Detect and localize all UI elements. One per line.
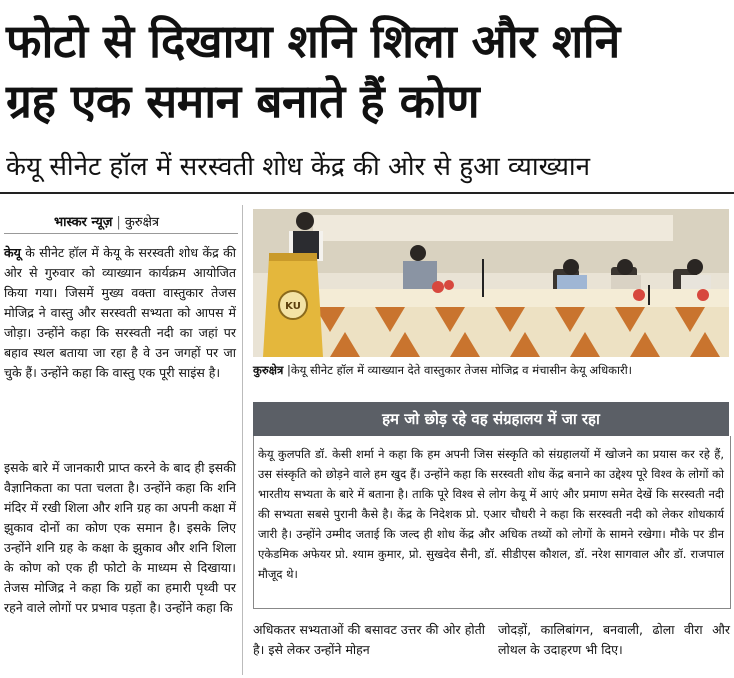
byline-place: कुरुक्षेत्र: [124, 215, 160, 230]
byline: [54, 212, 159, 230]
byline-source: भास्कर न्यूज़: [54, 215, 113, 230]
subheadline: केयू सीनेट हॉल में सरस्वती शोध केंद्र की ओर से हुआ व्याख्यान: [6, 152, 591, 182]
headline-rule: [0, 192, 734, 194]
photo-illustration: [253, 209, 729, 357]
headline-line-1: फोटो से दिखाया शनि शिला और शनि: [6, 14, 620, 68]
photo-caption: [253, 362, 729, 378]
column-divider: [242, 205, 243, 675]
sidebar-body: केयू कुलपति डॉ. केसी शर्मा ने कहा कि हम अपनी जिस संस्कृति को संग्रहालयों में खोजने का प्रयास कर रहे हैं, उस संस्कृति को छोड़ने वाले हम खुद हैं। उन्होंने कहा कि सरस्वती शोध केंद्र बनाने का उद्देश्य पूरे विश्व के लोगों को भारतीय सभ्यता के बारे में बताना है। ताकि पूरे विश्व से लोग केयू में आएं और प्रमाण समेत देखें कि सरस्वती नदी की सभ्यता सबसे पुरानी कैसे है। केंद्र के निदेशक प्रो. एआर चौधरी ने कहा कि सरस्वती नदी को लेकर शोधकार्य जारी है। उन्होंने उम्मीद जताई कि जल्द ही शोध केंद्र और अधिक तथ्यों को लोगों के सामने रखेगा। मौके पर डीन एकेडमिक अफेयर प्रो. श्याम कुमार, प्रो. सुखदेव सैनी, डॉ. सीडीएस कौशल, डॉ. नरेश सागवाल और डॉ. राजपाल मौजूद थे।: [258, 447, 724, 581]
byline-rule: [4, 233, 238, 234]
article-bottom-column-2: जोदड़ों, कालिबांगन, बनवाली, ढोला वीरा और लोथल के उदाहरण भी दिए।: [498, 622, 730, 657]
article-paragraph-2: इसके बारे में जानकारी प्राप्त करने के बाद ही इसकी वैज्ञानिकता का पता चलता है। उन्होंने कहा कि शनि मंदिर में रखी शिला और शनि ग्रह का अपनी कक्षा में झुकाव दोनों का कोण एक समान है। इसके लिए उन्होंने शनि ग्रह के कक्षा के झुकाव और शनि शिला के कोण को एक ही फोटो के माध्यम से दिखाया। तेजस मोजिद्र ने कहा कि ग्रहों का हमारी पृथ्वी पर रहने वाले लोगों पर प्रभाव पड़ता है। उन्होंने कहा कि: [4, 460, 236, 615]
article-bottom-column-1: अधिकतर सभ्यताओं की बसावट उत्तर की ओर होती है। इसे लेकर उन्होंने मोहन: [253, 622, 485, 657]
sidebar-heading: हम जो छोड़ रहे वह संग्रहालय में जा रहा: [253, 402, 729, 436]
caption-place: कुरुक्षेत्र: [253, 363, 284, 377]
headline-line-2: ग्रह एक समान बनाते हैं कोण: [6, 74, 480, 128]
news-photo: [253, 209, 729, 357]
article-paragraph-1-text: के सीनेट हॉल में केयू के सरस्वती शोध केंद्र की ओर से गुरुवार को व्याख्यान कार्यक्रम आयोजित किया गया। जिसमें मुख्य वक्ता वास्तुकार तेजस मोजिद्र ने वास्तु और सरस्वती सभ्यता को आपस में जोड़ा। उन्होंने कहा कि सरस्वती नदी का जहां पर बहाव स्थल बताया जा रहा है वे उन जगहों पर जा चुके हैं। उन्होंने कहा कि वास्तु एक पूरी साइंस है।: [4, 245, 236, 380]
caption-text: |केयू सीनेट हॉल में व्याख्यान देते वास्तुकार तेजस मोजिद्र व मंचासीन केयू अधिकारी।: [283, 363, 633, 377]
byline-separator: |: [116, 215, 121, 230]
article-lead-word: केयू: [4, 245, 21, 260]
podium-logo: KU: [285, 301, 301, 312]
article-paragraph-1: [4, 243, 236, 383]
